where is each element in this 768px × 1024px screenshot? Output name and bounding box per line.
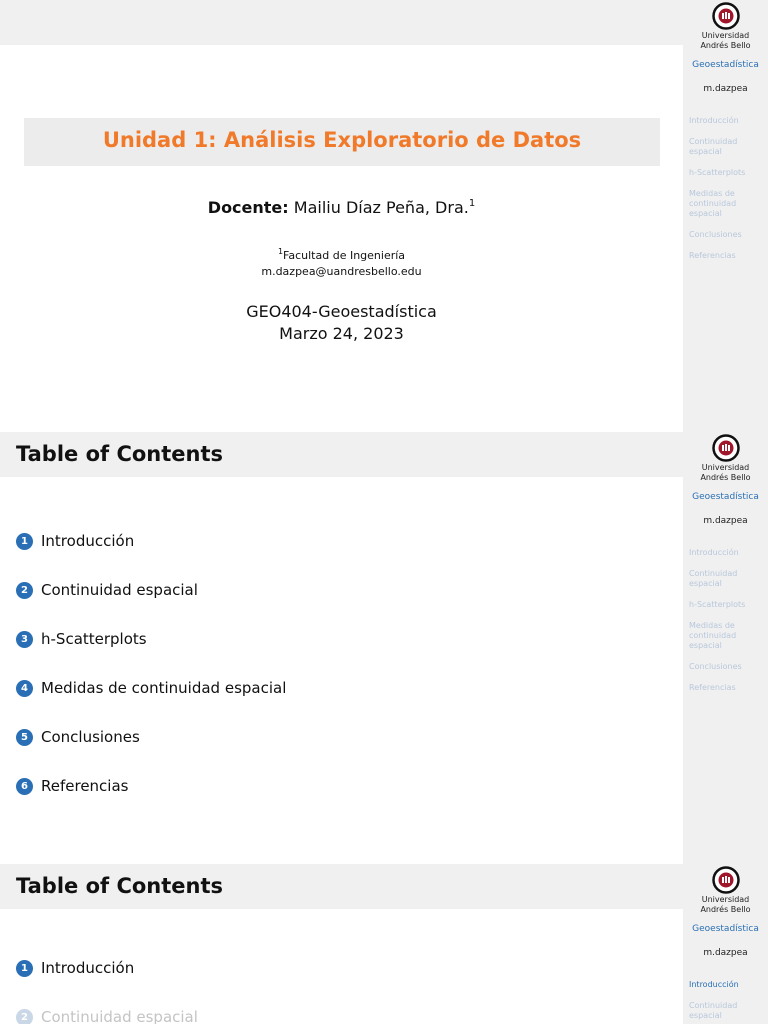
section-number-badge: 2 bbox=[16, 582, 33, 599]
affiliation-footnote-mark: 1 bbox=[277, 247, 284, 256]
slide-content bbox=[0, 432, 683, 864]
toc-item-label: h-Scatterplots bbox=[41, 630, 147, 648]
header-band bbox=[0, 0, 683, 45]
author-name: Mailiu Díaz Peña, Dra. bbox=[293, 198, 469, 217]
course-date-block bbox=[0, 301, 683, 345]
sidebar-item-referencias[interactable]: Referencias bbox=[689, 251, 736, 260]
author-footnote-mark: 1 bbox=[468, 198, 476, 209]
sidebar-item-conclusiones[interactable]: Conclusiones bbox=[689, 662, 742, 671]
section-number-badge: 1 bbox=[16, 533, 33, 550]
university-logo bbox=[683, 434, 768, 482]
section-number-badge: 2 bbox=[16, 1009, 33, 1024]
sidebar-item-introduccion[interactable]: Introducción bbox=[689, 116, 739, 125]
toc-item[interactable] bbox=[16, 727, 140, 747]
sidebar-nav bbox=[689, 116, 764, 272]
toc-item-label: Continuidad espacial bbox=[41, 581, 198, 599]
sidebar-author: m.dazpea bbox=[703, 948, 748, 958]
toc-item-label: Medidas de continuidad espacial bbox=[41, 679, 287, 697]
toc-item[interactable] bbox=[16, 531, 134, 551]
frame-title: Table of Contents bbox=[16, 442, 224, 466]
section-number-badge: 6 bbox=[16, 778, 33, 795]
university-logo bbox=[683, 866, 768, 914]
toc-item-label: Continuidad espacial bbox=[41, 1008, 198, 1024]
toc-item-label: Introducción bbox=[41, 532, 135, 550]
university-logo bbox=[683, 2, 768, 50]
sidebar-item-h-scatterplots[interactable]: h-Scatterplots bbox=[689, 168, 746, 177]
presentation-date: Marzo 24, 2023 bbox=[279, 324, 404, 343]
sidebar-course[interactable]: Geoestadística bbox=[692, 492, 759, 502]
logo-text-line2: Andrés Bello bbox=[700, 905, 751, 914]
title-slide bbox=[0, 0, 768, 432]
logo-text-line2: Andrés Bello bbox=[700, 473, 751, 482]
toc-slide-section bbox=[0, 864, 768, 1024]
author-email: m.dazpea@uandresbello.edu bbox=[261, 265, 422, 278]
sidebar-item-introduccion[interactable]: Introducción bbox=[689, 548, 739, 557]
sidebar-item-continuidad[interactable]: Continuidad espacial bbox=[689, 1001, 738, 1020]
toc-item[interactable] bbox=[16, 776, 128, 796]
affiliation: Facultad de Ingeniería bbox=[283, 249, 406, 262]
sidebar-nav bbox=[689, 980, 764, 1024]
toc-item-label: Referencias bbox=[41, 777, 129, 795]
toc-item-label: Conclusiones bbox=[41, 728, 140, 746]
toc-item[interactable] bbox=[16, 958, 134, 978]
sidebar-course[interactable]: Geoestadística bbox=[692, 924, 759, 934]
toc-item[interactable] bbox=[16, 678, 286, 698]
title-box bbox=[24, 118, 660, 166]
toc-item-label: Introducción bbox=[41, 959, 135, 977]
sidebar-item-h-scatterplots[interactable]: h-Scatterplots bbox=[689, 600, 746, 609]
author-label: Docente: bbox=[207, 198, 289, 217]
university-crest-icon bbox=[712, 866, 740, 894]
sidebar-item-continuidad[interactable]: Continuidad espacial bbox=[689, 137, 738, 156]
sidebar-item-continuidad[interactable]: Continuidad espacial bbox=[689, 569, 738, 588]
sidebar-item-conclusiones[interactable]: Conclusiones bbox=[689, 230, 742, 239]
section-number-badge: 5 bbox=[16, 729, 33, 746]
sidebar-course[interactable]: Geoestadística bbox=[692, 60, 759, 70]
course-code: GEO404-Geoestadística bbox=[246, 302, 437, 321]
affiliation-block bbox=[0, 244, 683, 280]
slide-content bbox=[0, 0, 683, 432]
sidebar-item-introduccion[interactable]: Introducción bbox=[689, 980, 739, 989]
sidebar-author: m.dazpea bbox=[703, 516, 748, 526]
presentation-title: Unidad 1: Análisis Exploratorio de Datos bbox=[102, 128, 582, 152]
logo-text-line1: Universidad bbox=[701, 463, 750, 472]
section-number-badge: 3 bbox=[16, 631, 33, 648]
toc-item[interactable] bbox=[16, 580, 198, 600]
sidebar-item-medidas[interactable]: Medidas de continuidad espacial bbox=[689, 189, 737, 218]
toc-item[interactable] bbox=[16, 1007, 198, 1024]
sidebar-author: m.dazpea bbox=[703, 84, 748, 94]
logo-text-line1: Universidad bbox=[701, 895, 750, 904]
section-number-badge: 4 bbox=[16, 680, 33, 697]
sidebar-item-medidas[interactable]: Medidas de continuidad espacial bbox=[689, 621, 737, 650]
university-crest-icon bbox=[712, 434, 740, 462]
sidebar-nav bbox=[689, 548, 764, 704]
logo-text-line1: Universidad bbox=[701, 31, 750, 40]
section-number-badge: 1 bbox=[16, 960, 33, 977]
university-crest-icon bbox=[712, 2, 740, 30]
toc-item[interactable] bbox=[16, 629, 147, 649]
sidebar-item-referencias[interactable]: Referencias bbox=[689, 683, 736, 692]
author-line bbox=[0, 198, 683, 217]
logo-text-line2: Andrés Bello bbox=[700, 41, 751, 50]
frame-title: Table of Contents bbox=[16, 874, 224, 898]
toc-slide bbox=[0, 432, 768, 864]
slide-content bbox=[0, 864, 683, 1024]
